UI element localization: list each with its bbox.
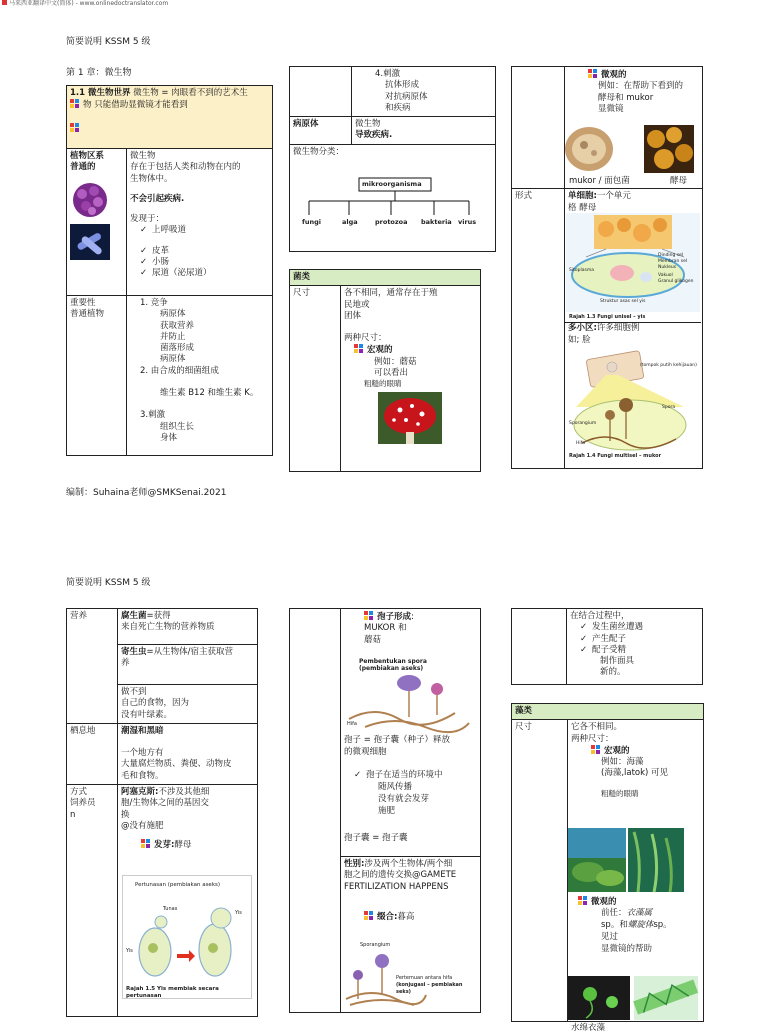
para-text: =从生物体/宿主获取营 — [146, 647, 234, 657]
importance-label-cell — [67, 296, 127, 456]
tree-leaf: bakteria — [421, 217, 452, 226]
sexual-text-3: FERTILIZATION HAPPENS — [344, 881, 449, 892]
habitat-line: 一个地方有 — [121, 748, 164, 759]
tick-line: 没有就会发芽 — [378, 794, 430, 804]
diag-label: Dinding sel — [658, 253, 684, 258]
blank-cell — [290, 67, 352, 117]
micro-line: 例如：在帮助下看到的 — [598, 81, 684, 92]
tree-leaf: fungi — [302, 217, 321, 226]
stim-line: 和疾病 — [385, 102, 411, 113]
imp-line: 获取营养 — [160, 320, 195, 331]
page2-col1-table — [66, 608, 258, 1017]
pathogen-cell — [352, 117, 496, 145]
budding-label: 发芽: — [154, 840, 175, 851]
imp-line: 菌落形成 — [160, 343, 195, 354]
macro-line: 可以看出 — [374, 368, 409, 379]
blank-cell — [290, 609, 341, 1013]
imp-line: 身体 — [160, 432, 178, 443]
spore-def: 孢子 = 孢子囊（种子）释放 — [344, 735, 451, 745]
size-line: 两种尺寸： — [344, 333, 387, 344]
fungi-table — [289, 269, 481, 472]
bullet-icon — [588, 69, 598, 78]
unicell-text-2: 格 酵母 — [568, 203, 597, 214]
sexual-text: 涉及两个生物体/两个细 — [364, 859, 453, 869]
unicell-text: 一个单元 — [596, 191, 631, 201]
method-label-3: n — [70, 809, 76, 820]
flora-text-cell — [127, 149, 273, 296]
blank-cell — [512, 67, 565, 189]
imp-line: 2. 由合成的细菌组成 — [140, 365, 219, 376]
para-cell — [118, 645, 258, 685]
pathogen-label: 病原体 — [290, 117, 352, 145]
tick-item: ✓ 产生配子 — [570, 634, 699, 645]
method-label-2: 饲养员 — [70, 798, 96, 809]
macro-title: 宏观的 — [367, 345, 393, 356]
bullet-icon — [364, 611, 374, 620]
tick-item: ✓ 发生菌丝遭遇 — [570, 622, 699, 633]
conj-text: 暮高 — [397, 911, 415, 922]
diag-title: Pembentukan spora — [359, 658, 427, 665]
diag-label: Tunas — [163, 906, 178, 913]
imp-line: 并防止 — [160, 331, 186, 342]
stimulus-cell — [352, 67, 496, 117]
algae-table — [511, 703, 704, 1034]
size-line: 民地或 — [344, 299, 370, 310]
conjugation-diagram — [342, 941, 478, 1009]
tick-item: ✓ 小肠 — [130, 257, 269, 268]
translator-bar — [0, 0, 768, 7]
cannot-cell — [118, 685, 258, 724]
size-label: 尺寸 — [290, 286, 341, 472]
cannot-line: 没有叶绿素。 — [121, 709, 173, 720]
diag-label: Sporangium — [569, 421, 597, 426]
classification-title: 微生物分类： — [293, 146, 345, 157]
process-line: 制作面具 — [600, 656, 635, 667]
imp-line: 1. 竞争 — [140, 298, 168, 308]
diag-label: Yis — [126, 948, 133, 955]
unicell-label: 单细胞: — [568, 191, 597, 201]
micro-genus: 螺旋体 — [627, 920, 654, 931]
method-cell — [118, 785, 258, 1017]
diag-label: (konjugasi – pembiakan — [396, 982, 463, 988]
habitat-bold: 潮湿和黑暗 — [121, 725, 164, 736]
def-text: 微生物 = 肉眼看不到的艺术生 — [133, 88, 248, 98]
fungi-header: 菌类 — [290, 270, 481, 286]
asexual-text-3: 换 — [121, 809, 130, 820]
mukor-diagram — [566, 347, 700, 451]
diag-label: Sporangium — [360, 942, 391, 948]
yeast-image — [644, 125, 694, 173]
page2-col2-table — [289, 608, 481, 1013]
page2-col3-top-table — [566, 608, 703, 685]
spore-line: 蘑菇 — [364, 634, 382, 645]
seaweed-image — [568, 828, 684, 892]
bacilli-image — [70, 224, 110, 260]
form-label: 形式 — [512, 189, 565, 469]
conjugation-process-cell — [567, 609, 703, 685]
sporangium-eq: 孢子囊 = 孢子囊 — [344, 833, 408, 843]
bullet-icon — [591, 745, 601, 754]
bullet-icon — [354, 344, 364, 353]
section-title: 1.1 微生物世界 — [70, 88, 131, 98]
imp-line: 病原体 — [160, 309, 186, 320]
macro-line: 例如：蘑菇 — [374, 356, 417, 367]
process-line: 在结合过程中， — [570, 611, 630, 621]
macro-title: 宏观的 — [604, 745, 630, 756]
diag-label: Granul glikogen — [658, 279, 694, 284]
diag-caption: Rajah 1.5 Yis membiak secara pertunasan — [126, 986, 219, 1000]
method-label-cell — [67, 785, 118, 1017]
importance-text-cell — [127, 296, 273, 456]
tick-item: ✓ 配子受精 — [570, 645, 699, 656]
micro-title: 微观的 — [601, 70, 627, 80]
bullet-icon — [578, 896, 588, 905]
caption-mukor: mukor / 面包菌 — [569, 176, 630, 186]
microbes-text: 微生物 — [130, 151, 156, 161]
stim-line: 抗体形成 — [385, 80, 420, 91]
cannot-line: 自己的食物，因为 — [121, 698, 190, 709]
translator-text: 马来西亚翻译中文(简体) - www.onlinedoctranslator.com — [9, 0, 169, 7]
sexual-text-2: 胞之间的遗传交换@GAMETE — [344, 870, 457, 881]
stim-line: 4.刺激 — [375, 69, 401, 79]
nutrition-label: 营养 — [67, 609, 118, 724]
def-text-2: 物 只能借助显微镜才能看到 — [83, 100, 188, 111]
habitat-label: 栖息地 — [67, 723, 118, 784]
diag-label: Membran sel — [658, 259, 688, 264]
page1-col1-table — [66, 85, 273, 456]
diag-label: Nukleus — [658, 265, 677, 270]
exist-text-2: 生物体中。 — [130, 173, 173, 184]
diag-label: seks) — [396, 989, 411, 995]
diag-label: Spora — [662, 405, 676, 410]
multi-text-2: 如; 脸 — [568, 335, 591, 345]
bullet-icon — [70, 123, 80, 132]
spore-title: 孢子形成 — [377, 612, 412, 622]
sexual-label: 性别: — [344, 859, 365, 869]
micro-algae-image — [568, 976, 698, 1020]
budding-text: 酵母 — [174, 840, 192, 851]
stim-line: 对抗病原体 — [385, 91, 428, 102]
macro-line: (海藻,latok) 可见 — [601, 768, 669, 779]
importance-label-2: 普通植物 — [70, 309, 105, 320]
cannot-line: 做不到 — [121, 687, 147, 697]
multi-text: 许多细胞例 — [596, 323, 640, 333]
habitat-line: 毛和食物。 — [121, 770, 164, 781]
spore-colon: : — [411, 612, 414, 622]
habitat-line: 大量腐烂物质、粪便、动物皮 — [121, 759, 232, 770]
diag-label: Yis — [235, 910, 242, 917]
caption-yeast: 酵母 — [670, 176, 688, 186]
habitat-cell — [118, 723, 258, 784]
size-line: 它各不相同。 — [571, 722, 623, 733]
budding-diagram — [122, 875, 252, 999]
size-line: 各不相同，通常存在于殖 — [344, 288, 438, 299]
exist-text: 存在于包括人类和动物在内的 — [130, 162, 241, 173]
page1-col3-table — [511, 66, 703, 469]
micro-title: 微观的 — [591, 897, 617, 908]
para-text-2: 养 — [121, 658, 130, 669]
spore-formation-diagram — [345, 657, 473, 731]
diag-label: Hifa — [576, 441, 585, 446]
flora-label: 植物区系 — [70, 151, 105, 161]
naked-eye-text: 粗糙的眼睛 — [601, 788, 639, 798]
method-label: 方式 — [70, 787, 88, 798]
tree-leaf: alga — [342, 217, 358, 226]
spore-def-2: 的微观细胞 — [344, 747, 387, 757]
no-disease-text: 不会引起疾病. — [130, 193, 185, 204]
naked-eye-text: 粗糙的眼睛 — [364, 379, 402, 389]
mushroom-image — [378, 392, 442, 444]
algae-header: 藻类 — [512, 704, 704, 720]
bacteria-cluster-image — [70, 180, 110, 220]
imp-line: 病原体 — [160, 354, 186, 365]
diag-label: Pertemuan antara hifa — [396, 975, 453, 981]
diag-title: Pertunasan (pembiakan aseks) — [135, 882, 221, 889]
bread-mold-image — [564, 125, 614, 173]
multi-label: 多小区: — [568, 323, 597, 333]
tree-root: mikroorganisma — [362, 179, 422, 188]
found-in-text: 发现于： — [130, 214, 165, 225]
diag-label: (tompok putih kehijauan) — [640, 363, 697, 368]
importance-label: 重要性 — [70, 298, 96, 308]
page1-col2-table — [289, 66, 496, 252]
algae-size-cell — [568, 720, 704, 1034]
imp-line: 3.刺激 — [140, 410, 166, 421]
tick-item: ✓ 上呼吸道 — [130, 225, 269, 236]
para-label: 寄生虫 — [121, 647, 147, 657]
macro-line: 例如：海藻 — [601, 757, 644, 768]
diag-label: Struktur asas sel yis — [600, 299, 646, 304]
bullet-icon — [364, 911, 374, 920]
micro-line: sp。和 — [601, 920, 628, 931]
tick-item: ✓ 尿道（泌尿道） — [130, 268, 269, 279]
yeast-structure-diagram — [566, 213, 700, 312]
asexual-text: 不涉及其他细 — [158, 787, 210, 798]
asexual-text-4: @没有施肥 — [121, 820, 164, 831]
spore-line: MUKOR 和 — [364, 623, 407, 634]
diag-label: Hifa — [347, 721, 357, 727]
size-label: 尺寸 — [512, 720, 568, 1022]
micro-genus: 衣藻属 — [626, 908, 653, 919]
tick-line: 随风传播 — [378, 782, 413, 792]
sapro-label: 腐生菌 — [121, 611, 147, 621]
size-line: 两种尺寸： — [571, 733, 614, 744]
diag-caption: Rajah 1.4 Fungi multisel – mukor — [569, 453, 662, 459]
size-line: 团体 — [344, 310, 362, 321]
chapter-title: 第 1 章：微生物 — [66, 68, 132, 78]
pathogen-text: 微生物 — [355, 119, 381, 130]
imp-line: 组织生长 — [160, 421, 195, 432]
micro-algae-caption: 水绵衣藻 — [571, 1023, 606, 1034]
conj-label: 缀合: — [377, 911, 398, 922]
bullet-icon — [70, 99, 80, 108]
tick-item: ✓ 孢子在适当的环境中 — [354, 770, 443, 781]
asexual-label: 阿塞克斯: — [121, 787, 159, 798]
form-cell — [565, 189, 703, 469]
tree-leaf: virus — [458, 217, 477, 226]
pathogen-text-2: 导致疾病. — [355, 130, 393, 141]
sapro-text: =获得 — [146, 611, 171, 621]
blank-cell — [511, 608, 567, 685]
micro-line: 见过 — [601, 932, 619, 943]
sapro-text-2: 来自死亡生物的营养物质 — [121, 622, 215, 633]
sapro-cell — [118, 609, 258, 645]
bullet-icon — [141, 839, 151, 848]
spore-cell — [341, 609, 481, 857]
micro-line: 酵母和 mukor — [598, 92, 654, 103]
diag-label: Sitoplasma — [569, 268, 594, 273]
asexual-text-2: 胞/生物体之间的基因交 — [121, 798, 209, 809]
micro-line: sp。 — [653, 920, 672, 931]
flora-label-cell — [67, 149, 127, 296]
tick-item: ✓ 皮革 — [130, 246, 269, 257]
diag-caption: Rajah 1.3 Fungi unisel – yis — [569, 314, 646, 320]
tree-leaf: protozoa — [375, 217, 408, 226]
tick-line: 施肥 — [378, 806, 396, 816]
diag-label: Vakuol — [658, 273, 673, 278]
diag-title-2: (pembiakan aseks) — [359, 665, 424, 672]
microbe-world-cell — [67, 86, 273, 149]
process-line: 新的。 — [600, 667, 626, 678]
fungi-size-cell — [341, 286, 481, 472]
micro-line: 显微镜 — [598, 103, 624, 114]
pdf-icon — [2, 0, 7, 5]
sexual-cell — [341, 857, 481, 1013]
micro-line: 显微镜的帮助 — [601, 944, 653, 955]
classification-cell — [290, 144, 496, 251]
micro-line: 前任： — [601, 908, 627, 919]
page2-header: 简要说明 KSSM 5 级 — [66, 578, 151, 588]
micro-cell — [565, 67, 703, 189]
page1-header: 简要说明 KSSM 5 级 — [66, 37, 151, 47]
page1-footer: 编制：Suhaina老师@SMKSenai.2021 — [66, 488, 227, 498]
flora-label-2: 普通的 — [70, 162, 96, 173]
imp-line: 维生素 B12 和维生素 K。 — [160, 388, 259, 399]
